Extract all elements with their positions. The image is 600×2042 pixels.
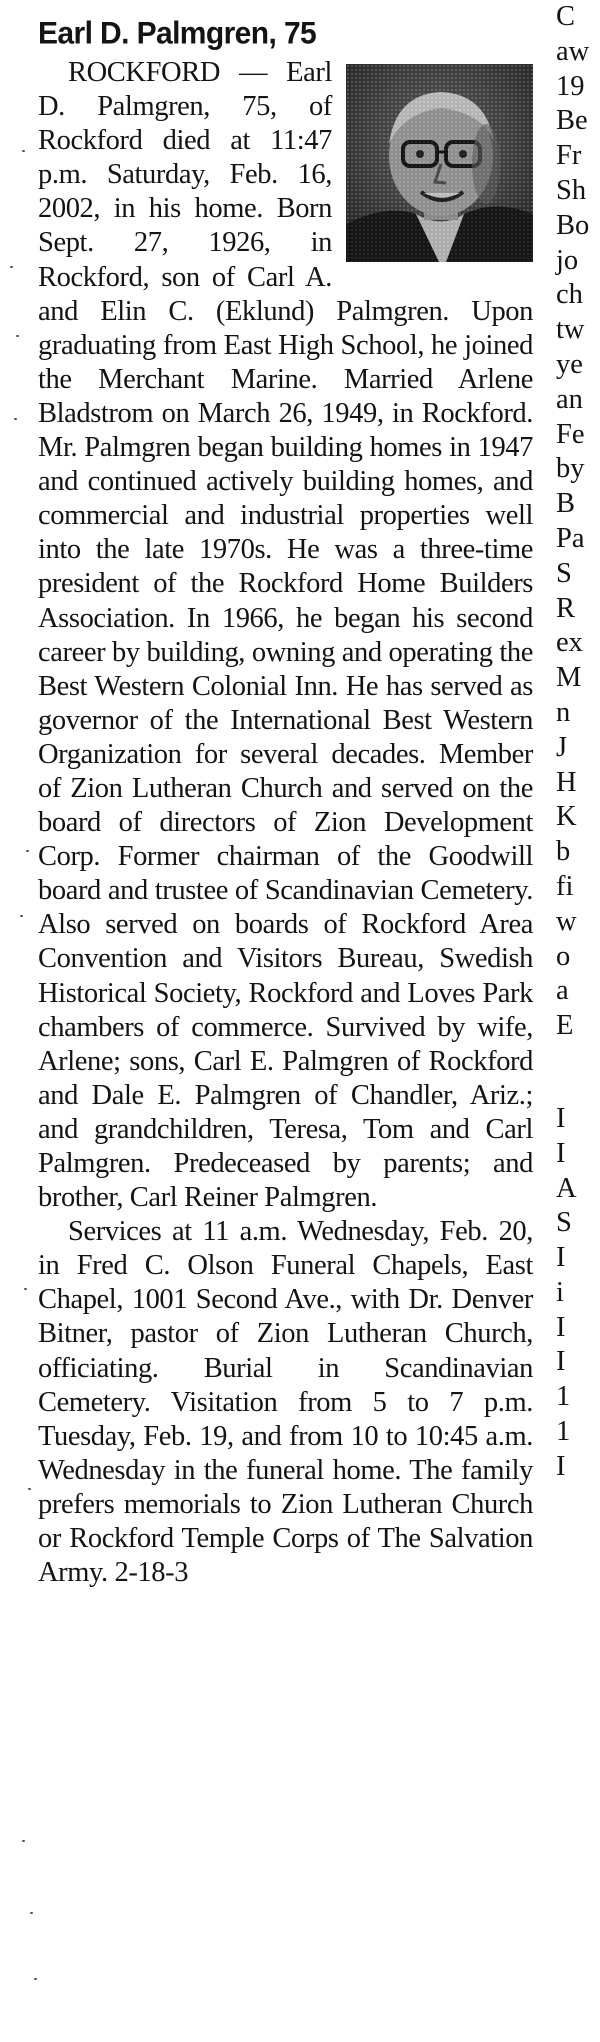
print-speck (22, 1840, 25, 1842)
adjacent-column-fragment: a (556, 975, 569, 1007)
adjacent-column-fragment: A (556, 1172, 577, 1204)
adjacent-column-fragment: I (556, 1450, 566, 1482)
adjacent-column-fragment: ex (556, 627, 583, 659)
adjacent-column-fragment: w (556, 905, 577, 937)
portrait-image (346, 64, 533, 262)
adjacent-column-fragment: K (556, 801, 577, 833)
adjacent-column-fragment: Sh (556, 174, 587, 206)
adjacent-column-fragment: I (556, 1137, 566, 1169)
adjacent-column-fragment: Fr (556, 140, 582, 172)
adjacent-column-fragment: S (556, 557, 572, 589)
adjacent-column-fragment: M (556, 662, 582, 694)
obituary-body-paragraph: ROCKFORD — Earl D. Palmgren, 75, of Rockford died at 11:47 p.m. Saturday, Feb. 16, 2002, in his home. Born Sept. 27, 1926, in Rockford, son of Carl A. and Elin C. (Eklund) Palmgren. Upon graduating from East High School, he joined the Merchant Marine. Married Arlene Bladstrom on March 26, 1949, in Rockford. Mr. Palmgren began building homes in 1947 and continued actively building homes, and commercial and industrial properties well into the late 1970s. He was a three-time president of the Rockford Home Builders Association. In 1966, he began his second career by building, owning and operating the Best Western Colonial Inn. He has served as governor of the International Best Western Organization for several decades. Member of Zion Lutheran Church and served on the board of directors of Zion Development Corp. Former chairman of the Goodwill board and trustee of Scandinavian Cemetery. Also served on boards of Rockford Area Convention and Visitors Bureau, Swedish Historical Society, Rockford and Loves Park chambers of commerce. Survived by wife, Arlene; sons, Carl E. Palmgren of Rockford and Dale E. Palmgren of Chandler, Ariz.; and grandchildren, Teresa, Tom and Carl Palmgren. Predeceased by parents; and brother, Carl Reiner Palmgren. (38, 57, 533, 1214)
print-speck (16, 335, 19, 337)
obituary-services-paragraph: Services at 11 a.m. Wednesday, Feb. 20, in Fred C. Olson Funeral Chapels, East Chapel, 1001 Second Ave., with Dr. Denver Bitner, pastor of Zion Lutheran Church, officiating. Burial in Scandinavian Cemetery. Visitation from 5 to 7 p.m. Tuesday, Feb. 19, and from 10 to 10:45 a.m. Wednesday in the funeral home. The family prefers memorials to Zion Lutheran Church or Rockford Temple Corps of The Salvation Army. 2-18-3 (38, 1216, 533, 1589)
adjacent-column-fragment: Bo (556, 209, 590, 241)
adjacent-column-fragment: B (556, 488, 576, 520)
obituary-headline: Earl D. Palmgren, 75 (38, 16, 317, 51)
column-gutter (546, 0, 548, 2042)
adjacent-column-fragment: jo (556, 244, 579, 276)
obituary-column (38, 14, 533, 1590)
adjacent-column-fragment: aw (556, 35, 590, 67)
adjacent-column-fragment: Fe (556, 418, 585, 450)
adjacent-column-fragment: R (556, 592, 576, 624)
adjacent-column-fragment: I (556, 1311, 566, 1343)
adjacent-column-fragment: Be (556, 105, 588, 137)
adjacent-column-fragment: i (556, 1276, 564, 1308)
print-speck (34, 1978, 37, 1980)
adjacent-column-fragment: I (556, 1242, 566, 1274)
adjacent-column-fragment: S (556, 1207, 572, 1239)
print-speck (20, 915, 23, 917)
print-speck (30, 1912, 33, 1914)
adjacent-column-fragment: C (556, 1, 576, 32)
adjacent-column-fragment: I (556, 1102, 566, 1134)
adjacent-column-fragment: ye (556, 348, 583, 380)
adjacent-column-fragment: E (556, 1010, 574, 1042)
adjacent-column-fragment: 19 (556, 70, 585, 102)
adjacent-column-fragment: Pa (556, 522, 585, 554)
adjacent-column-fragment: ch (556, 279, 583, 311)
adjacent-column-fragment: J (556, 731, 568, 763)
adjacent-column-fragment: fi (556, 870, 574, 902)
print-speck (24, 1288, 27, 1290)
adjacent-column-fragment (556, 1044, 600, 1102)
portrait-photo (346, 64, 533, 262)
adjacent-column-fragment: o (556, 940, 571, 972)
adjacent-column-fragment: I (556, 1346, 566, 1378)
print-speck (28, 1488, 31, 1490)
adjacent-column-fragment: b (556, 836, 571, 868)
print-speck (10, 266, 13, 268)
adjacent-column-fragment: H (556, 766, 577, 798)
adjacent-column-fragment: 1 (556, 1381, 571, 1413)
adjacent-column-fragment: tw (556, 314, 585, 346)
print-speck (14, 418, 17, 420)
adjacent-column-fragment: n (556, 696, 571, 728)
print-speck (26, 850, 29, 852)
print-speck (22, 150, 25, 152)
adjacent-column-cutoff (556, 0, 600, 1485)
adjacent-column-fragment: by (556, 453, 585, 485)
adjacent-column-fragment: an (556, 383, 583, 415)
adjacent-column-fragment: 1 (556, 1416, 571, 1448)
